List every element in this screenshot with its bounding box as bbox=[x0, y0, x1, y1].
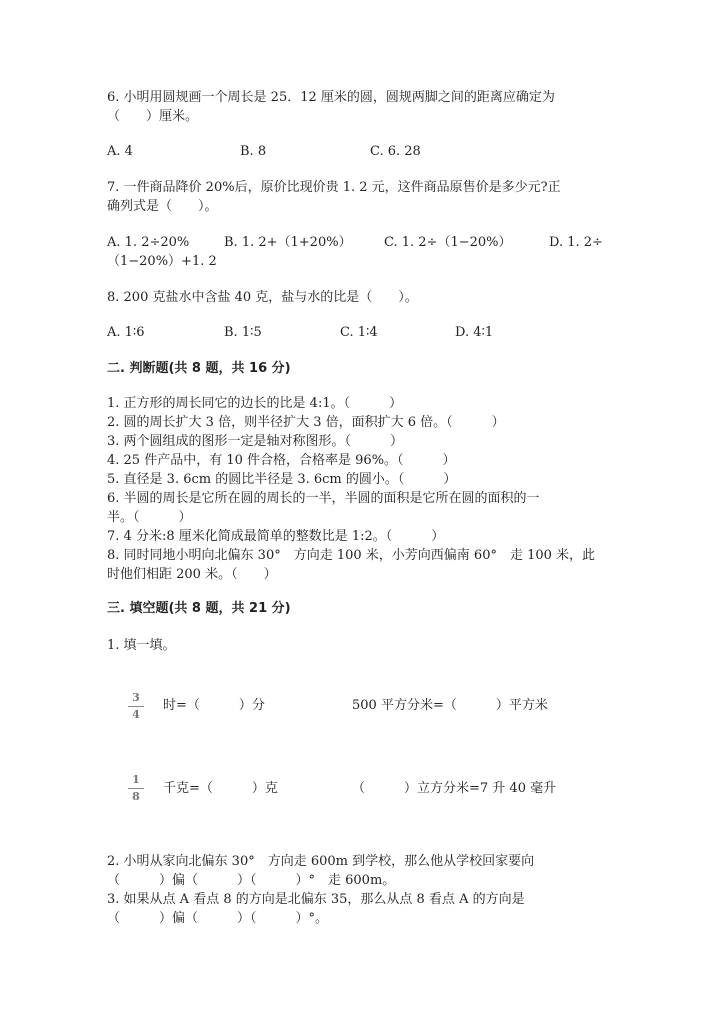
tf-line-2: 2. 圆的周长扩大 3 倍，则半径扩大 3 倍，面积扩大 6 倍。（ ） bbox=[107, 415, 505, 430]
q6-text-line1: 6. 小明用圆规画一个周长是 25．12 厘米的圆，圆规两脚之间的距离应确定为 bbox=[107, 90, 555, 105]
tf-line-8b: 时他们相距 200 米。（ ） bbox=[107, 567, 277, 582]
q7-text-line1: 7. 一件商品降价 20%后，原价比现价贵 1. 2 元，这件商品原售价是多少元?正 bbox=[107, 180, 561, 195]
fraction-numerator: 3 bbox=[132, 691, 140, 704]
q8-option-a: A. 1∶6 bbox=[107, 325, 145, 340]
tf-line-4: 4. 25 件产品中，有 10 件合格，合格率是 96%。（ ） bbox=[107, 453, 456, 468]
q7-option-b: B. 1. 2+（1+20%） bbox=[224, 235, 352, 250]
fill-q1-row2-left: 千克=（ ）克 bbox=[163, 781, 278, 796]
q6-option-b: B. 8 bbox=[240, 144, 267, 159]
q6-text-line2: （ ）厘米。 bbox=[107, 109, 199, 124]
fill-q1-row2-right: （ ）立方分米=7 升 40 毫升 bbox=[352, 781, 557, 796]
fraction-one-eighth bbox=[128, 773, 144, 804]
fraction-denominator: 8 bbox=[132, 790, 140, 803]
fill-q3-line1: 3. 如果从点 A 看点 8 的方向是北偏东 35，那么从点 8 看点 A 的方向是 bbox=[107, 892, 525, 907]
fill-q2-line2: （ ）偏（ ）（ ）° 走 600m。 bbox=[107, 873, 396, 888]
fraction-numerator: 1 bbox=[132, 773, 140, 786]
q7-option-d-continued: （1−20%）+1. 2 bbox=[107, 254, 217, 269]
fill-q1-row1-right: 500 平方分米=（ ）平方米 bbox=[352, 698, 548, 713]
q8-option-d: D. 4∶1 bbox=[455, 325, 494, 340]
fill-q1-label: 1. 填一填。 bbox=[107, 638, 176, 653]
q7-option-a: A. 1. 2÷20% bbox=[107, 235, 190, 250]
tf-line-6a: 6. 半圆的周长是它所在圆的周长的一半，半圆的面积是它所在圆的面积的一 bbox=[107, 491, 540, 506]
fraction-bar bbox=[128, 706, 144, 707]
q7-option-d: D. 1. 2÷ bbox=[549, 235, 603, 250]
q8-option-b: B. 1∶5 bbox=[224, 325, 262, 340]
q6-option-a: A. 4 bbox=[107, 144, 133, 159]
q8-text: 8. 200 克盐水中含盐 40 克，盐与水的比是（ ）。 bbox=[107, 290, 418, 305]
tf-line-8a: 8. 同时同地小明向北偏东 30° 方向走 100 米，小芳向西偏南 60° 走 100 米，此 bbox=[107, 548, 596, 563]
tf-line-7: 7. 4 分米:8 厘米化简成最简单的整数比是 1:2。（ ） bbox=[107, 529, 445, 544]
q7-option-c: C. 1. 2÷（1−20%） bbox=[384, 235, 512, 250]
tf-line-5: 5. 直径是 3. 6cm 的圆比半径是 3. 6cm 的圆小。（ ） bbox=[107, 472, 457, 487]
tf-line-3: 3. 两个圆组成的图形一定是轴对称图形。（ ） bbox=[107, 434, 404, 449]
q6-option-c: C. 6. 28 bbox=[370, 144, 421, 159]
tf-line-1: 1. 正方形的周长同它的边长的比是 4:1。（ ） bbox=[107, 396, 403, 411]
fill-q3-line2: （ ）偏（ ）（ ）°。 bbox=[107, 911, 329, 926]
fraction-bar bbox=[128, 788, 144, 789]
section2-title: 二. 判断题(共 8 题，共 16 分) bbox=[107, 361, 291, 376]
fill-q1-row1-left: 时=（ ）分 bbox=[163, 698, 265, 713]
section3-title: 三. 填空题(共 8 题，共 21 分) bbox=[107, 601, 291, 616]
fraction-three-quarters bbox=[128, 691, 144, 722]
fraction-denominator: 4 bbox=[132, 708, 140, 721]
q8-option-c: C. 1∶4 bbox=[340, 325, 378, 340]
fill-q2-line1: 2. 小明从家向北偏东 30° 方向走 600m 到学校，那么他从学校回家要向 bbox=[107, 854, 535, 869]
q7-text-line2: 确列式是（ ）。 bbox=[107, 199, 218, 214]
tf-line-6b: 半。（ ） bbox=[107, 510, 192, 525]
